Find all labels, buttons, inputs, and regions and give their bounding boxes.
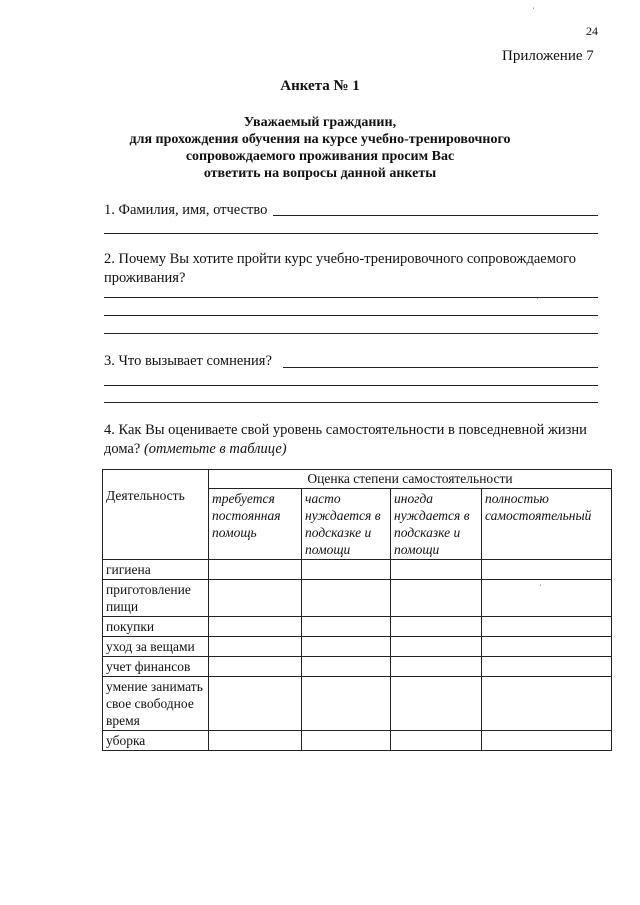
row-label-cleaning: уборка — [103, 731, 209, 751]
column-header-often-needs-help: часто нуждается в подсказке и помощи — [302, 489, 391, 560]
answer-cell[interactable] — [209, 617, 302, 637]
appendix-label: Приложение 7 — [502, 48, 594, 64]
page-number: 24 — [586, 24, 598, 38]
question-4-text-cont — [104, 440, 587, 459]
answer-cell[interactable] — [209, 560, 302, 580]
answer-cell[interactable] — [302, 580, 391, 617]
answer-line-3b[interactable] — [104, 385, 598, 386]
row-label-finances: учет финансов — [103, 657, 209, 677]
group-header: Оценка степени самостоятельности — [209, 470, 612, 489]
question-3 — [104, 352, 272, 371]
answer-cell[interactable] — [482, 560, 612, 580]
column-header-fully-independent: полностью самостоятельный — [482, 489, 612, 560]
answer-cell[interactable] — [482, 580, 612, 617]
answer-cell[interactable] — [391, 731, 482, 751]
row-label-hygiene: гигиена — [103, 560, 209, 580]
answer-cell[interactable] — [209, 657, 302, 677]
answer-cell[interactable] — [302, 560, 391, 580]
question-2-text: 2. Почему Вы хотите пройти курс учебно-тренировочного сопровождаемого — [104, 251, 576, 267]
answer-cell[interactable] — [302, 657, 391, 677]
answer-cell[interactable] — [482, 617, 612, 637]
answer-cell[interactable] — [302, 731, 391, 751]
answer-cell[interactable] — [482, 677, 612, 731]
scan-speck: ˈ — [532, 6, 535, 16]
table-row — [103, 580, 612, 617]
answer-cell[interactable] — [209, 580, 302, 617]
table-row — [103, 731, 612, 751]
form-title: Анкета № 1 — [280, 78, 360, 94]
answer-cell[interactable] — [302, 677, 391, 731]
question-1-text: 1. Фамилия, имя, отчество — [104, 202, 268, 218]
row-label-cooking: приготовление пищи — [103, 580, 209, 617]
intro-line: для прохождения обучения на курсе учебно-тренировочного — [129, 132, 511, 147]
table-row — [103, 617, 612, 637]
answer-line-3a[interactable] — [283, 367, 598, 368]
intro-line: ответить на вопросы данной анкеты — [203, 166, 437, 181]
table-row — [103, 637, 612, 657]
answer-cell[interactable] — [482, 637, 612, 657]
answer-cell[interactable] — [209, 677, 302, 731]
answer-line-2a[interactable] — [104, 297, 598, 298]
activity-header: Деятельность — [103, 470, 209, 560]
column-header-sometimes-needs-help: иногда нуждается в подсказке и помощи — [391, 489, 482, 560]
answer-cell[interactable] — [391, 657, 482, 677]
question-4-hint: (отметьте в таблице) — [143, 441, 287, 457]
answer-cell[interactable] — [391, 560, 482, 580]
row-label-shopping: покупки — [103, 617, 209, 637]
answer-cell[interactable] — [482, 657, 612, 677]
self-assessment-table — [102, 469, 612, 751]
question-2 — [104, 250, 576, 288]
answer-line-2b[interactable] — [104, 315, 598, 316]
answer-cell[interactable] — [391, 580, 482, 617]
answer-cell[interactable] — [209, 637, 302, 657]
answer-line-1b[interactable] — [104, 233, 598, 234]
question-2-text-cont: проживания? — [104, 270, 186, 286]
answer-cell[interactable] — [391, 637, 482, 657]
intro-line: сопровождаемого проживания просим Вас — [185, 149, 455, 164]
answer-cell[interactable] — [391, 677, 482, 731]
question-4-text: 4. Как Вы оцениваете свой уровень самостоятельности в повседневной жизни — [104, 422, 587, 438]
table-row — [103, 657, 612, 677]
table-row — [103, 677, 612, 731]
intro-line: Уважаемый гражданин, — [243, 115, 397, 130]
question-1 — [104, 201, 267, 220]
question-4 — [104, 421, 587, 459]
table-row — [103, 560, 612, 580]
answer-cell[interactable] — [302, 617, 391, 637]
answer-cell[interactable] — [482, 731, 612, 751]
row-label-clothes-care: уход за вещами — [103, 637, 209, 657]
answer-line-3c[interactable] — [104, 402, 598, 403]
intro-text — [120, 114, 520, 182]
answer-cell[interactable] — [391, 617, 482, 637]
answer-cell[interactable] — [209, 731, 302, 751]
question-3-text: 3. Что вызывает сомнения? — [104, 353, 272, 369]
answer-cell[interactable] — [302, 637, 391, 657]
column-header-constant-help: требуется постоянная помощь — [209, 489, 302, 560]
answer-line-1[interactable] — [273, 215, 598, 216]
scan-speck: ˈ — [536, 296, 539, 306]
row-label-free-time: умение занимать свое свободное время — [103, 677, 209, 731]
question-4-text-end: дома? — [104, 441, 141, 457]
answer-line-2c[interactable] — [104, 333, 598, 334]
scan-speck: ˈ — [539, 583, 542, 593]
